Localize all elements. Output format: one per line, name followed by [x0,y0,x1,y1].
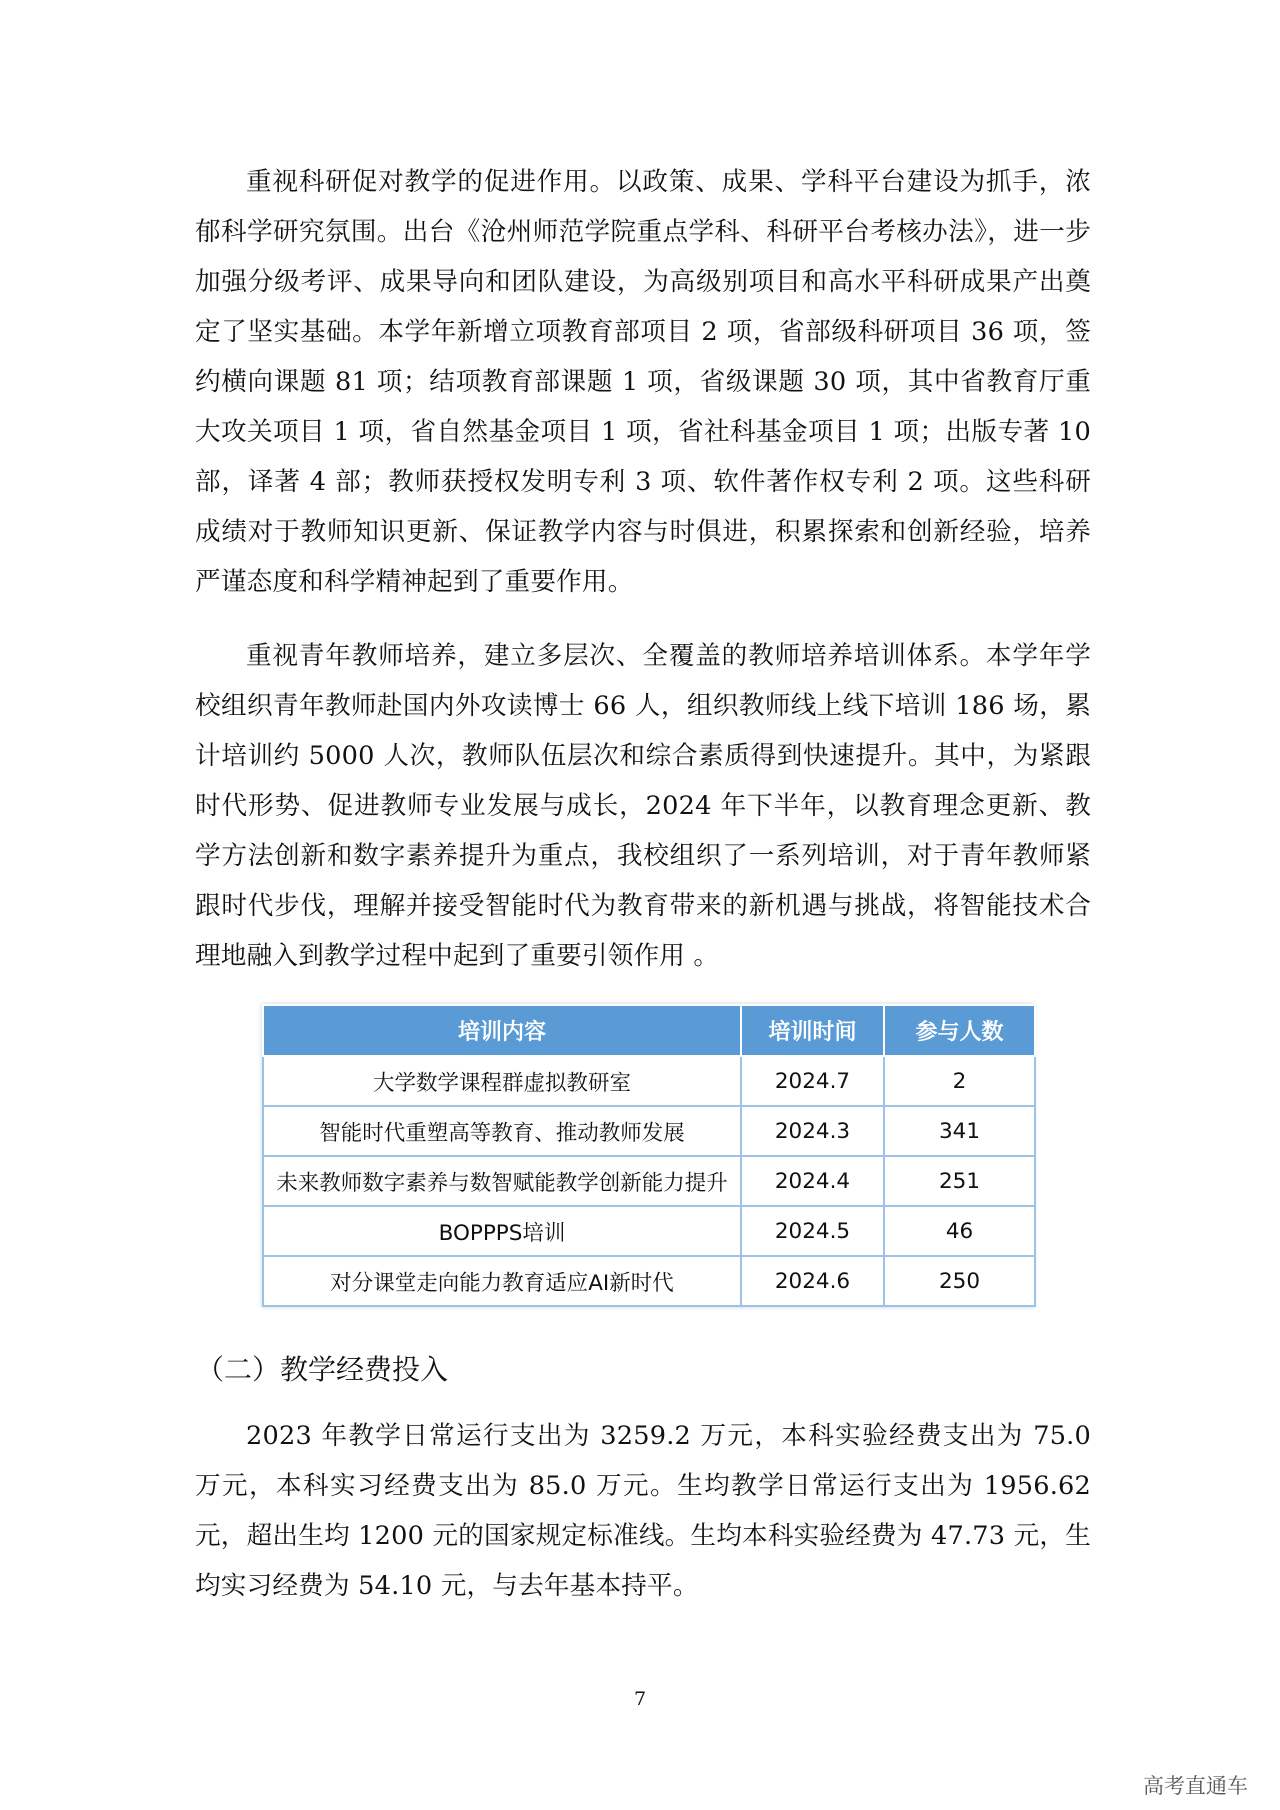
table-row [263,1156,1035,1206]
research-paragraph: 重视科研促对教学的促进作用。以政策、成果、学科平台建设为抓手，浓郁科学研究氛围。出台《沧州师范学院重点学科、科研平台考核办法》，进一步加强分级考评、成果导向和团队建设，为高级别项目和高水平科研成果产出奠定了坚实基础。本学年新增立项教育部项目 2 项，省部级科研项目 36 项，签约横向课题 81 项；结项教育部课题 1 项，省级课题 30 项，其中省教育厅重大攻关项目 1 项，省自然基金项目 1 项，省社科基金项目 1 项；出版专著 10 部，译著 4 部；教师获授权发明专利 3 项、软件著作权专利 2 项。这些科研成绩对于教师知识更新、保证教学内容与时俱进，积累探索和创新经验，培养严谨态度和科学精神起到了重要作用。 [195,167,1091,597]
training-content-cell: BOPPPS培训 [263,1206,741,1256]
participant-count-cell: 341 [884,1106,1035,1156]
training-time-cell: 2024.4 [741,1156,884,1206]
training-content-cell: 未来教师数字素养与数智赋能教学创新能力提升 [263,1156,741,1206]
participant-count-cell: 46 [884,1206,1035,1256]
table-row [263,1106,1035,1156]
section-heading-funding: （二）教学经费投入 [196,1353,449,1386]
training-content-cell: 大学数学课程群虚拟教研室 [263,1056,741,1106]
column-header-content: 培训内容 [263,1005,741,1056]
column-header-participants: 参与人数 [884,1005,1035,1056]
watermark-text: 高考直通车 [1143,1774,1248,1798]
training-time-cell: 2024.6 [741,1256,884,1306]
table-row [263,1206,1035,1256]
training-time-cell: 2024.7 [741,1056,884,1106]
table-row [263,1056,1035,1106]
table-row [263,1256,1035,1306]
participant-count-cell: 250 [884,1256,1035,1306]
participant-count-cell: 251 [884,1156,1035,1206]
page-number: 7 [633,1688,647,1710]
teacher-training-paragraph: 重视青年教师培养，建立多层次、全覆盖的教师培养培训体系。本学年学校组织青年教师赴国内外攻读博士 66 人，组织教师线上线下培训 186 场，累计培训约 5000 人次，教师队伍层次和综合素质得到快速提升。其中，为紧跟时代形势、促进教师专业发展与成长，2024 年下半年，以教育理念更新、教学方法创新和数字素养提升为重点，我校组织了一系列培训，对于青年教师紧跟时代步伐，理解并接受智能时代为教育带来的新机遇与挑战，将智能技术合理地融入到教学过程中起到了重要引领作用 。 [195,641,1091,971]
funding-paragraph: 2023 年教学日常运行支出为 3259.2 万元，本科实验经费支出为 75.0 万元，本科实习经费支出为 85.0 万元。生均教学日常运行支出为 1956.62 元，超出生均 1200 元的国家规定标准线。生均本科实验经费为 47.73 元，生均实习经费为 54.10 元，与去年基本持平。 [195,1421,1091,1601]
participant-count-cell: 2 [884,1056,1035,1106]
training-content-cell: 智能时代重塑高等教育、推动教师发展 [263,1106,741,1156]
training-content-cell: 对分课堂走向能力教育适应AI新时代 [263,1256,741,1306]
training-time-cell: 2024.3 [741,1106,884,1156]
table-header-row [263,1005,1035,1056]
training-time-cell: 2024.5 [741,1206,884,1256]
training-table [262,1004,1034,1307]
column-header-time: 培训时间 [741,1005,884,1056]
